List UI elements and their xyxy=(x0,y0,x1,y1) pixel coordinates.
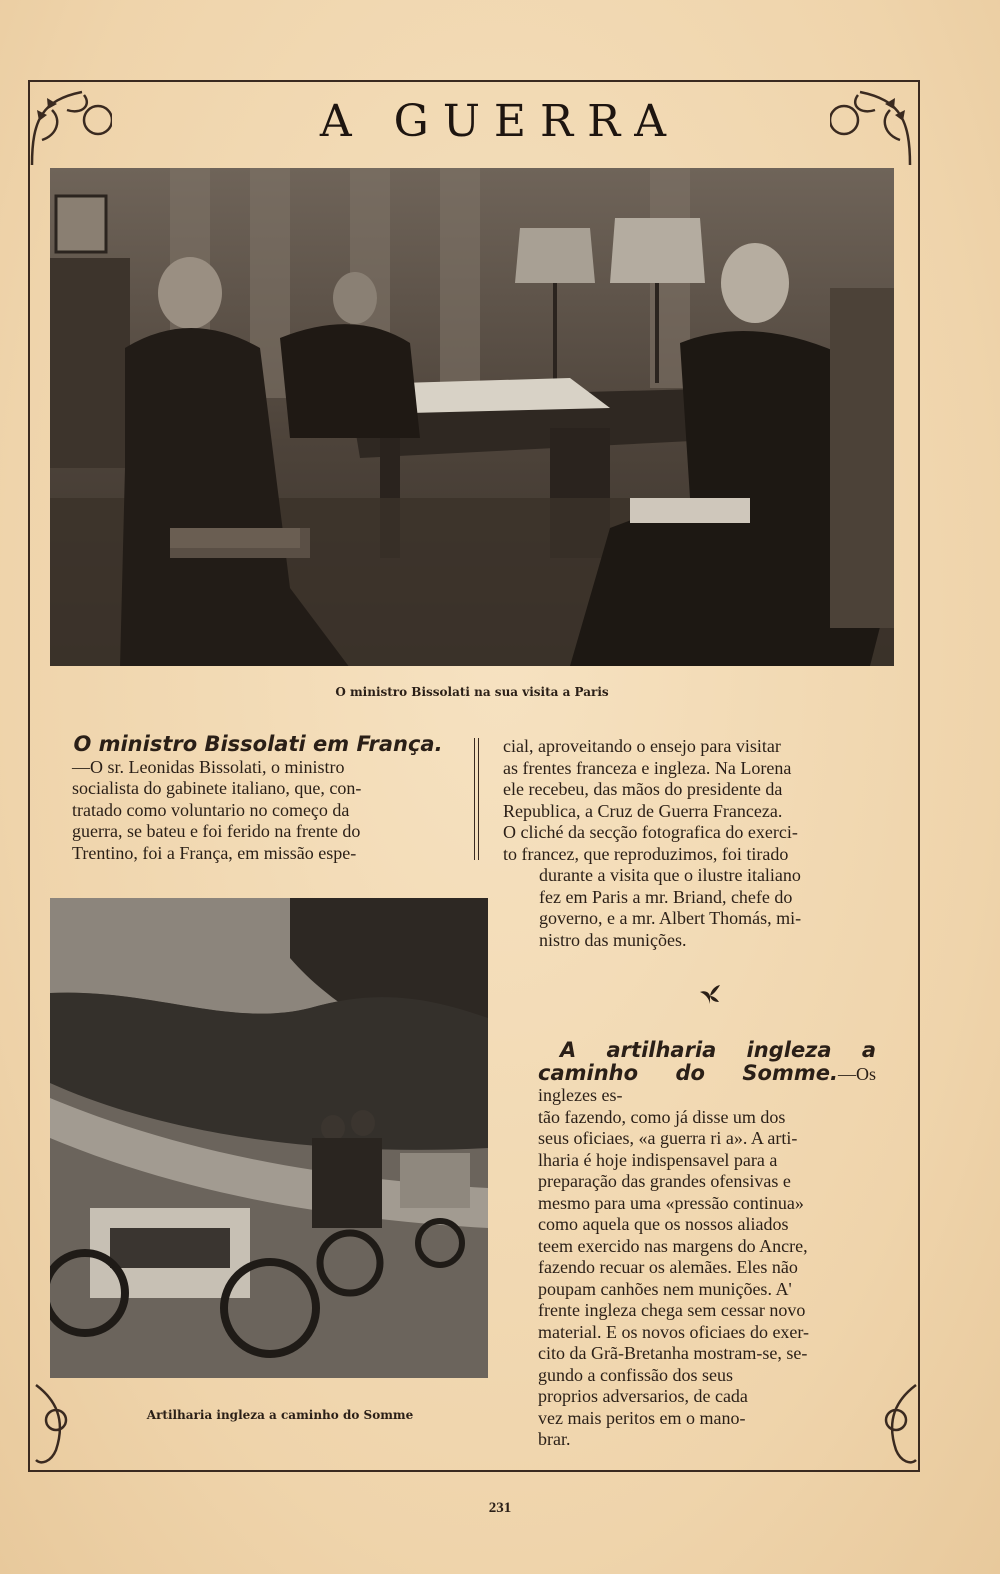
page-title: A GUERRA xyxy=(319,96,681,147)
article-text-line: lharia é hoje indispensavel para a xyxy=(538,1149,778,1170)
article-text-line: O cliché da secção fotografica do exerci- xyxy=(503,822,798,842)
article-text-line: —O sr. Leonidas Bissolati, o ministro xyxy=(72,756,345,777)
article-text-line: socialista do gabinete italiano, que, con- xyxy=(72,778,362,798)
article-text-line: —Os inglezes es- xyxy=(538,1063,876,1105)
article-text-line: tratado como voluntario no começo da xyxy=(72,799,350,820)
corner-ornament-bottom-left xyxy=(26,1380,86,1470)
article-headline-bissolati: O ministro Bissolati em França. xyxy=(73,732,443,756)
article-text-line: vez mais peritos em o mano- xyxy=(538,1407,746,1428)
article-text-line: guerra, se bateu e foi ferido na frente do xyxy=(72,821,361,841)
article-text-line: fazendo recuar os alemães. Eles não xyxy=(538,1257,798,1277)
photo-caption-artillery: Artilharia ingleza a caminho do Somme xyxy=(146,1408,414,1422)
photo-ministers-meeting xyxy=(50,168,894,666)
column-divider xyxy=(474,738,479,860)
photo-caption-ministers: O ministro Bissolati na sua visita a Paris xyxy=(335,685,609,699)
article-text-line: to francez, que reproduzimos, foi tirado xyxy=(503,843,789,864)
article-text-line: cito da Grã-Bretanha mostram-se, se- xyxy=(538,1343,808,1363)
article-text-line: Republica, a Cruz de Guerra Franceza. xyxy=(503,800,783,821)
article-text-line: governo, e a mr. Albert Thomás, mi- xyxy=(539,908,802,928)
article-text-line: teem exercido nas margens do Ancre, xyxy=(538,1235,808,1256)
article-text-line: gundo a confissão dos seus xyxy=(538,1364,733,1385)
article-text-line: as frentes franceza e ingleza. Na Lorena xyxy=(503,757,792,778)
article-text-line: mesmo para uma «pressão continua» xyxy=(538,1192,804,1213)
article-text-line: como aquela que os nossos aliados xyxy=(538,1214,789,1234)
article-headline-artillery: A artilharia ingleza a caminho do Somme. xyxy=(538,1038,876,1085)
article-text-line: preparação das grandes ofensivas e xyxy=(538,1171,791,1191)
article-text-line: nistro das munições. xyxy=(539,929,687,950)
article-text-line: proprios adversarios, de cada xyxy=(538,1386,748,1406)
page-number: 231 xyxy=(488,1500,512,1516)
article-text-line: cial, aproveitando o ensejo para visitar xyxy=(503,736,781,756)
leaf-ornament-icon xyxy=(697,980,723,1006)
article-text-line: seus oficiaes, «a guerra ri a». A arti- xyxy=(538,1128,798,1148)
article-text-line: tão fazendo, como já disse um dos xyxy=(538,1106,786,1127)
article-text-line: durante a visita que o ilustre italiano xyxy=(539,865,801,885)
article-text-line: Trentino, foi a França, em missão espe- xyxy=(72,842,357,863)
article-text-line: fez em Paris a mr. Briand, chefe do xyxy=(539,886,793,907)
article-text-line: poupam canhões nem munições. A' xyxy=(538,1278,792,1299)
article-artillery-column xyxy=(538,1040,876,1451)
article-text-line: frente ingleza chega sem cessar novo xyxy=(538,1300,806,1320)
article-text-line: material. E os novos oficiaes do exer- xyxy=(538,1321,810,1342)
article-bissolati-right-column xyxy=(503,736,877,951)
article-bissolati-left-column xyxy=(72,734,444,864)
photo-artillery-road xyxy=(50,898,488,1378)
article-text-line: brar. xyxy=(538,1429,571,1449)
article-text-line: ele recebeu, das mãos do presidente da xyxy=(503,779,783,799)
